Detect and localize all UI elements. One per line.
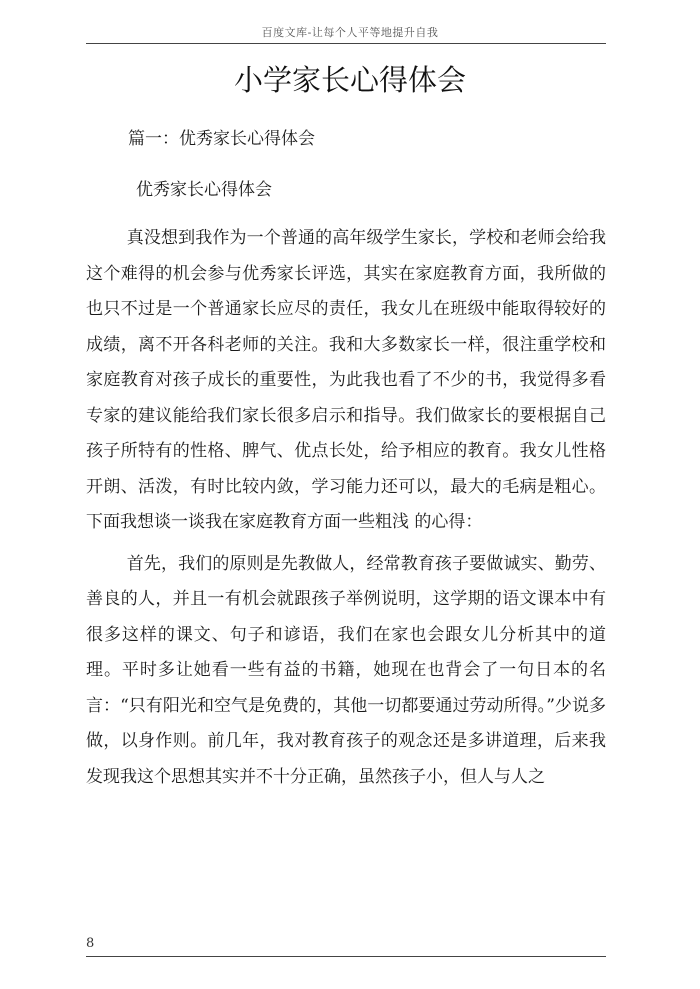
paragraph-1: 真没想到我作为一个普通的高年级学生家长，学校和老师会给我这个难得的机会参与优秀家长评选，其实在家庭教育方面，我所做的也只不过是一个普通家长应尽的责任，我女儿在班级中能取得较好的成绩，离不开各科老师的关注。我和大多数家长一样，很注重学校和家庭教育对孩子成长的重要性，为此我也看了不少的书，我觉得多看专家的建议能给我们家长很多启示和指导。我们做家长的要根据自己孩子所特有的性格、脾气、优点长处，给予相应的教育。我女儿性格开朗、活泼，有时比较内敛，学习能力还可以，最大的毛病是粗心。下面我想谈一谈我在家庭教育方面一些粗浅 的心得：	[86, 228, 606, 532]
subheading: 优秀家长心得体会	[136, 180, 272, 200]
page-number: 8	[86, 936, 95, 951]
footer-divider	[86, 956, 606, 957]
paragraph-2: 首先，我们的原则是先教做人，经常教育孩子要做诚实、勤劳、善良的人，并且一有机会就跟孩子举例说明，这学期的语文课本中有很多这样的课文、句子和谚语，我们在家也会跟女儿分析其中的道理。平时多让她看一些有益的书籍，她现在也背会了一句日本的名言：“只有阳光和空气是免费的，其他一切都要通过劳动所得。”少说多做，以身作则。前几年，我对教育孩子的观念还是多讲道理，后来我发现我这个思想其实并不十分正确，虽然孩子小，但人与人之	[86, 553, 606, 787]
document-title: 小学家长心得体会	[233, 63, 466, 97]
page-header: 百度文库-让每个人平等地提升自我	[261, 26, 439, 39]
header-divider	[86, 43, 606, 44]
body-text	[86, 221, 606, 795]
section-heading: 篇一：优秀家长心得体会	[128, 129, 315, 149]
